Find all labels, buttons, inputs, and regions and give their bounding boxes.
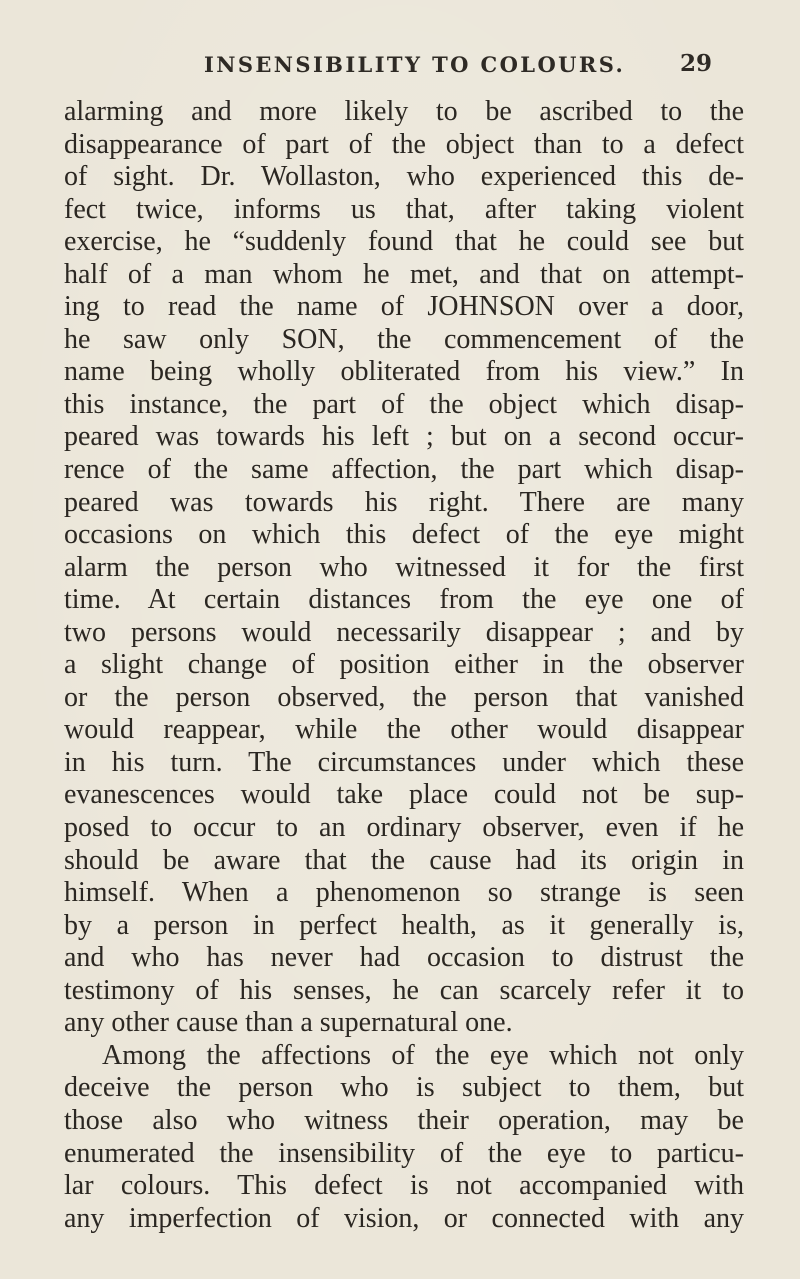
- text-line: half of a man whom he met, and that on attempt-: [64, 258, 744, 290]
- text-line: peared was towards his left ; but on a second occur-: [64, 421, 744, 453]
- text-line: deceive the person who is subject to them, but: [64, 1072, 744, 1104]
- text-line: lar colours. This defect is not accompanied with: [64, 1170, 744, 1202]
- text-line: those also who witness their operation, may be: [64, 1104, 744, 1136]
- text-line: would reappear, while the other would disappear: [64, 714, 744, 746]
- text-line: he saw only SON, the commencement of the: [64, 323, 744, 355]
- text-line: two persons would necessarily disappear ; and by: [64, 616, 744, 648]
- text-line: name being wholly obliterated from his view.” In: [64, 356, 744, 388]
- running-head: [82, 46, 712, 86]
- text-line: alarming and more likely to be ascribed to the: [64, 96, 744, 127]
- body-text: [64, 96, 744, 1235]
- text-line: evanescences would take place could not be sup-: [64, 779, 744, 811]
- text-line: enumerated the insensibility of the eye to particu-: [64, 1137, 744, 1169]
- text-line: disappearance of part of the object than to a defect: [64, 128, 744, 160]
- text-line: rence of the same affection, the part which disap-: [64, 454, 744, 486]
- text-line: in his turn. The circumstances under which these: [64, 746, 744, 778]
- text-line: alarm the person who witnessed it for the first: [64, 551, 744, 583]
- text-line: and who has never had occasion to distrust the: [64, 942, 744, 974]
- running-title: INSENSIBILITY TO COLOURS.: [204, 52, 626, 77]
- text-line: a slight change of position either in the observer: [64, 649, 744, 681]
- text-line: should be aware that the cause had its origin in: [64, 844, 744, 876]
- text-line: by a person in perfect health, as it generally is,: [64, 909, 744, 941]
- text-line: ing to read the name of JOHNSON over a door,: [64, 291, 744, 323]
- text-line: any imperfection of vision, or connected with any: [64, 1202, 744, 1234]
- text-line: exercise, he “suddenly found that he could see but: [64, 226, 744, 258]
- text-line: himself. When a phenomenon so strange is seen: [64, 877, 744, 909]
- text-line: testimony of his senses, he can scarcely refer it to: [64, 974, 744, 1006]
- text-line: posed to occur to an ordinary observer, even if he: [64, 812, 744, 844]
- text-line: fect twice, informs us that, after taking violent: [64, 193, 744, 225]
- text-line: of sight. Dr. Wollaston, who experienced this de-: [64, 161, 744, 193]
- paragraph-end-line: any other cause than a supernatural one.: [64, 1007, 513, 1039]
- text-line: or the person observed, the person that vanished: [64, 681, 744, 713]
- paragraph-start-line: Among the affections of the eye which not only: [102, 1039, 744, 1071]
- text-line: this instance, the part of the object which disap-: [64, 388, 744, 420]
- text-line: peared was towards his right. There are many: [64, 486, 744, 518]
- text-line: occasions on which this defect of the eye might: [64, 519, 744, 551]
- text-line: time. At certain distances from the eye one of: [64, 584, 744, 616]
- page-number: 29: [679, 50, 712, 77]
